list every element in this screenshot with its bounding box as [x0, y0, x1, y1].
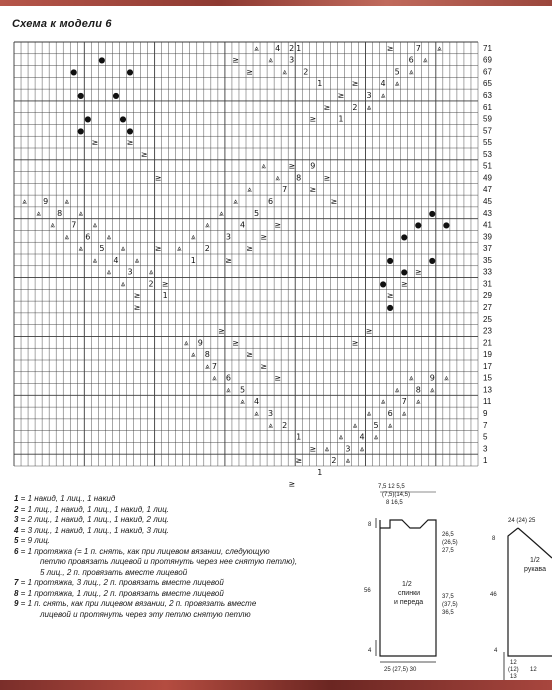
chart-lift-symbol: ≥	[225, 255, 232, 265]
chart-key-digit: 6	[85, 232, 91, 242]
chart-key-digit: 3	[345, 444, 351, 454]
chart-lift-symbol: ≥	[154, 173, 162, 183]
sleeve-bottom-1: 12	[510, 660, 517, 666]
row-number: 69	[483, 55, 492, 65]
row-number: 27	[483, 303, 492, 312]
chart-key-digit: 2	[282, 420, 288, 430]
chart-cdd-symbol: ⩓	[176, 244, 182, 254]
chart-cdd-symbol: ⩓	[373, 432, 379, 442]
chart-key-digit: 2	[331, 456, 337, 466]
chart-cdd-symbol: ⩓	[359, 444, 365, 454]
chart-key-digit: 8	[296, 173, 302, 183]
back-right-5: (37,5)	[442, 602, 458, 608]
chart-dot-symbol: ●	[379, 279, 387, 289]
chart-dot-symbol: ●	[386, 255, 394, 265]
row-number: 21	[483, 338, 492, 348]
chart-key-digit: 6	[225, 373, 231, 383]
chart-key-digit: 6	[408, 55, 414, 65]
back-right-4: 37,5	[442, 594, 454, 600]
back-left-56: 56	[364, 588, 371, 594]
chart-dot-symbol: ●	[112, 91, 120, 100]
row-number: 1	[483, 456, 488, 466]
back-front-piece	[364, 484, 458, 673]
row-number: 11	[483, 397, 492, 407]
chart-key-digit: 9	[197, 338, 203, 348]
chart-cdd-symbol: ⩓	[148, 267, 154, 277]
row-number: 17	[483, 361, 492, 371]
chart-cdd-symbol: ⩓	[380, 397, 386, 407]
legend-key: 3	[14, 515, 19, 524]
legend-row	[14, 578, 354, 589]
row-number: 45	[483, 197, 492, 206]
chart-lift-symbol: ≥	[246, 67, 253, 77]
bottom-photo-strip	[0, 680, 552, 690]
chart-cdd-symbol: ⩓	[212, 373, 217, 383]
chart-key-digit: 9	[429, 373, 435, 383]
chart-key-digit: 2	[352, 102, 358, 112]
chart-cdd-symbol: ⩓	[247, 185, 252, 195]
pattern-drawing	[358, 480, 552, 680]
legend-row	[14, 515, 354, 526]
chart-key-digit: 1	[190, 255, 196, 265]
chart-cdd-symbol: ⩓	[415, 397, 421, 407]
sleeve-bottom-2: (12)	[508, 667, 519, 673]
row-number: 63	[483, 91, 492, 100]
chart-key-digit: 6	[268, 197, 274, 206]
chart-cdd-symbol: ⩓	[92, 255, 98, 265]
back-top-c: 8 16,5	[386, 500, 403, 506]
chart-cdd-symbol: ⩓	[64, 197, 69, 206]
back-right-6: 36,5	[442, 610, 454, 616]
chart-cdd-symbol: ⩓	[36, 208, 41, 218]
chart-lift-symbol: ≥	[274, 373, 281, 383]
chart-lift-symbol: ≥	[288, 161, 296, 171]
row-number: 71	[483, 43, 492, 53]
legend-text: = 1 накид, 1 лиц., 1 накид	[18, 494, 116, 503]
chart-cdd-symbol: ⩓	[64, 232, 69, 242]
chart-key-digit: 7	[211, 361, 217, 371]
chart-key-digit: 1	[317, 79, 323, 89]
chart-cdd-symbol: ⩓	[219, 208, 224, 218]
chart-dot-symbol: ●	[77, 91, 85, 100]
chart-cdd-symbol: ⩓	[22, 197, 27, 206]
chart-key-digit: 5	[373, 420, 379, 430]
legend-text: = 2 лиц., 1 накид, 1 лиц., 1 накид, 2 лиц.	[18, 515, 169, 524]
chart-dot-symbol: ●	[442, 220, 450, 230]
legend-row	[14, 547, 354, 579]
chart-dot-symbol: ●	[126, 126, 134, 136]
legend-text: = 1 протяжка (= 1 п. снять, как при лицевом вязании, следующую	[18, 546, 270, 556]
row-number: 9	[483, 409, 488, 418]
chart-key-digit: 5	[239, 385, 246, 395]
chart-dot-symbol: ●	[386, 303, 394, 312]
chart-key-digit: 3	[268, 409, 274, 418]
row-number: 59	[483, 114, 492, 124]
legend-key: 7	[14, 578, 19, 587]
chart-lift-symbol: ≥	[91, 138, 99, 148]
chart-lift-symbol: ≥	[386, 43, 394, 53]
chart-lift-symbol: ≥	[133, 291, 141, 301]
chart-key-digit: 4	[253, 397, 260, 407]
row-number: 29	[483, 291, 492, 301]
chart-cdd-symbol: ⩓	[254, 43, 259, 53]
sleeve-left-4: 4	[494, 648, 498, 654]
chart-cdd-symbol: ⩓	[78, 244, 84, 254]
chart-lift-symbol: ≥	[288, 479, 296, 489]
chart-cdd-symbol: ⩓	[401, 409, 407, 418]
chart-lift-symbol: ≥	[133, 303, 141, 312]
chart-key-digit: 2	[303, 67, 309, 77]
chart-key-digit: 8	[415, 385, 421, 395]
chart-lift-symbol: ≥	[218, 326, 225, 336]
legend-continuation: лицевой и протянуть через эту петлю снятую петлю	[40, 609, 251, 619]
chart-cdd-symbol: ⩓	[408, 67, 414, 77]
chart-key-digit: 3	[366, 91, 372, 100]
chart-key-digit: 1	[296, 432, 302, 442]
legend-continuation: петлю провязать лицевой и протянуть через нее снятую петлю),	[40, 557, 298, 566]
row-number: 5	[483, 432, 488, 442]
row-number: 13	[483, 385, 492, 395]
chart-key-digit: 5	[99, 244, 105, 254]
chart-lift-symbol: ≥	[232, 338, 239, 348]
legend-text: = 3 лиц., 1 накид, 1 лиц., 1 накид, 3 лиц.	[18, 525, 169, 535]
chart-cdd-symbol: ⩓	[205, 220, 210, 230]
back-label-1: 1/2	[402, 581, 412, 588]
sleeve-piece	[490, 518, 552, 680]
legend-row	[14, 599, 354, 620]
chart-lift-symbol: ≥	[323, 173, 331, 183]
legend-key: 5	[14, 536, 19, 545]
row-number: 55	[483, 138, 492, 148]
chart-lift-symbol: ≥	[309, 185, 317, 195]
chart-cdd-symbol: ⩓	[78, 208, 84, 218]
chart-key-digit: 3	[225, 232, 231, 242]
chart-cdd-symbol: ⩓	[408, 373, 414, 383]
back-outline	[380, 520, 436, 656]
back-right-3: 27,5	[442, 548, 454, 554]
chart-lift-symbol: ≥	[351, 79, 359, 89]
chart-dot-symbol: ●	[414, 220, 422, 230]
chart-lift-symbol: ≥	[232, 55, 239, 65]
chart-cdd-symbol: ⩓	[106, 267, 112, 277]
chart-key-digit: 6	[387, 409, 393, 418]
chart-key-digit: 7	[415, 43, 421, 53]
row-numbers	[483, 44, 492, 465]
row-number: 35	[483, 255, 492, 265]
legend-text: = 1 лиц., 1 накид, 1 лиц., 1 накид, 1 лиц.	[18, 504, 169, 514]
chart-lift-symbol: ≥	[414, 267, 422, 277]
chart-lift-symbol: ≥	[365, 326, 373, 336]
chart-cdd-symbol: ⩓	[92, 220, 98, 230]
chart-cdd-symbol: ⩓	[261, 161, 266, 171]
chart-cdd-symbol: ⩓	[387, 420, 393, 430]
chart-dot-symbol: ●	[428, 255, 436, 265]
chart-cdd-symbol: ⩓	[134, 255, 140, 265]
row-number: 53	[483, 149, 492, 159]
row-number: 47	[483, 185, 492, 195]
chart-cdd-symbol: ⩓	[191, 232, 196, 242]
chart-lift-symbol: ≥	[309, 444, 317, 454]
chart-lift-symbol: ≥	[161, 279, 169, 289]
chart-dot-symbol: ●	[84, 114, 92, 124]
chart-cdd-symbol: ⩓	[50, 220, 55, 230]
chart-key-digit: 4	[275, 43, 281, 53]
chart-key-digit: 3	[127, 267, 133, 277]
chart-cdd-symbol: ⩓	[205, 361, 210, 371]
chart-dot-symbol: ●	[126, 67, 134, 77]
chart-cdd-symbol: ⩓	[120, 279, 126, 289]
row-number: 19	[483, 350, 492, 360]
sleeve-label-1: 1/2	[530, 557, 540, 564]
chart-dot-symbol: ●	[98, 55, 106, 65]
chart-cdd-symbol: ⩓	[380, 91, 386, 100]
legend-key: 2	[14, 504, 19, 514]
chart-key-digit: 2	[204, 244, 210, 254]
chart-lift-symbol: ≥	[386, 291, 394, 301]
legend-key: 4	[14, 525, 19, 535]
chart-key-digit: 7	[282, 185, 288, 195]
chart-cdd-symbol: ⩓	[268, 420, 273, 430]
chart-dot-symbol: ●	[428, 208, 436, 218]
chart-cdd-symbol: ⩓	[275, 173, 280, 183]
back-top-a: 7,5 12 5,5	[378, 484, 405, 490]
legend-key: 9	[14, 599, 19, 608]
chart-key-digit: 3	[289, 55, 295, 65]
chart-key-digit: 7	[71, 220, 77, 230]
sleeve-top: 24 (24) 25	[508, 518, 536, 524]
row-number: 57	[483, 126, 492, 136]
row-number: 33	[483, 267, 492, 277]
chart-lift-symbol: ≥	[351, 338, 359, 348]
chart-lift-symbol: ≥	[154, 244, 162, 254]
chart-cdd-symbol: ⩓	[191, 350, 196, 360]
chart-lift-symbol: ≥	[126, 138, 134, 148]
back-label-2: спинки	[398, 590, 421, 597]
legend-row	[14, 526, 354, 537]
chart-key-digit: 2	[289, 43, 295, 53]
chart-key-digit: 5	[394, 67, 400, 77]
chart-key-digit: 8	[57, 208, 63, 218]
row-number: 37	[483, 244, 492, 254]
sleeve-left-46: 46	[490, 592, 497, 598]
chart-lift-symbol: ≥	[295, 456, 303, 466]
legend-row	[14, 494, 354, 505]
chart-cdd-symbol: ⩓	[444, 373, 449, 383]
chart-cdd-symbol: ⩓	[394, 385, 400, 395]
chart-cdd-symbol: ⩓	[183, 338, 189, 348]
chart-key-digit: 1	[338, 114, 344, 124]
chart-dot-symbol: ●	[70, 67, 78, 77]
chart-key-digit: 4	[380, 79, 386, 89]
chart-cdd-symbol: ⩓	[282, 67, 287, 77]
chart-cdd-symbol: ⩓	[338, 432, 344, 442]
legend-text: = 1 п. снять, как при лицевом вязании, 2 п. провязать вместе	[18, 599, 257, 608]
chart-grid	[14, 42, 478, 466]
chart-key-digit: 4	[113, 255, 119, 265]
legend-continuation: 5 лиц., 2 п. провязать вместе лицевой	[40, 567, 188, 577]
sleeve-left-8: 8	[492, 536, 496, 542]
chart-cdd-symbol: ⩓	[430, 385, 435, 395]
chart-cdd-symbol: ⩓	[120, 244, 126, 254]
chart-lift-symbol: ≥	[337, 91, 345, 100]
chart-cdd-symbol: ⩓	[106, 232, 112, 242]
chart-dot-symbol: ●	[119, 114, 127, 124]
chart-key-digit: 4	[239, 220, 246, 230]
chart-key-digit: 9	[43, 197, 49, 206]
sleeve-outline	[508, 528, 552, 656]
back-left-4: 4	[368, 648, 372, 654]
chart-cdd-symbol: ⩓	[226, 385, 231, 395]
row-number: 67	[483, 67, 492, 77]
chart-lift-symbol: ≥	[323, 102, 331, 112]
chart-key-digit: 9	[310, 161, 316, 171]
sleeve-bottom-3: 13	[510, 674, 517, 680]
chart-lift-symbol: ≥	[260, 232, 267, 242]
row-number: 61	[483, 102, 492, 112]
row-number: 31	[483, 279, 492, 289]
row-number: 3	[483, 444, 488, 454]
back-top-b: (7,5)(14,5)	[382, 492, 411, 498]
legend-text: = 1 протяжка, 3 лиц., 2 п. провязать вместе лицевой	[18, 578, 224, 587]
chart-cdd-symbol: ⩓	[366, 102, 372, 112]
legend-key: 8	[14, 588, 19, 598]
row-number: 25	[483, 314, 492, 324]
chart-cdd-symbol: ⩓	[233, 197, 238, 206]
row-number: 49	[483, 173, 492, 183]
chart-key-digit: 2	[148, 279, 154, 289]
chart-key-digit: 8	[204, 350, 210, 360]
back-bottom: 25 (27,5) 30	[384, 667, 417, 673]
page-title: Схема к модели 6	[12, 18, 112, 30]
legend-row	[14, 536, 354, 547]
chart-key-digit: 5	[253, 208, 260, 218]
sleeve-bottom-right: 12	[530, 667, 537, 673]
chart-lift-symbol: ≥	[140, 149, 148, 159]
legend-text: = 9 лиц.	[18, 536, 50, 545]
chart-dot-symbol: ●	[400, 267, 408, 277]
legend-text: = 1 протяжка, 1 лиц., 2 п. провязать вместе лицевой	[18, 588, 224, 598]
chart-cdd-symbol: ⩓	[394, 79, 400, 89]
chart-lift-symbol: ≥	[246, 350, 253, 360]
legend-key: 1	[14, 494, 19, 503]
back-label-3: и переда	[394, 599, 424, 606]
row-number: 15	[483, 373, 492, 383]
legend-key: 6	[14, 546, 19, 556]
chart-key-digit: 1	[296, 43, 302, 53]
legend-row	[14, 505, 354, 516]
back-left-8: 8	[368, 522, 372, 528]
chart-cdd-symbol: ⩓	[268, 55, 273, 65]
chart-dot-symbol: ●	[400, 232, 408, 242]
chart-cdd-symbol: ⩓	[324, 444, 330, 454]
back-right-1: 26,5	[442, 532, 454, 538]
symbol-legend	[14, 494, 354, 620]
chart-key-digit: 1	[317, 467, 323, 477]
row-number: 7	[483, 420, 488, 430]
chart-lift-symbol: ≥	[260, 361, 267, 371]
sleeve-label-2: рукава	[524, 566, 546, 573]
row-number: 41	[483, 220, 492, 230]
row-number: 39	[483, 232, 492, 242]
row-number: 65	[483, 79, 492, 89]
chart-key-digit: 4	[359, 432, 365, 442]
chart-cdd-symbol: ⩓	[423, 55, 428, 65]
row-number: 43	[483, 208, 492, 218]
legend-row	[14, 589, 354, 600]
chart-cdd-symbol: ⩓	[352, 420, 358, 430]
row-number: 23	[483, 326, 492, 336]
chart-cdd-symbol: ⩓	[437, 43, 442, 53]
row-number: 51	[483, 161, 492, 171]
chart-lift-symbol: ≥	[274, 220, 281, 230]
chart-cdd-symbol: ⩓	[366, 409, 372, 418]
chart-cdd-symbol: ⩓	[240, 397, 245, 407]
chart-key-digit: 1	[162, 291, 168, 301]
chart-cdd-symbol: ⩓	[345, 456, 351, 466]
chart-dot-symbol: ●	[77, 126, 85, 136]
chart-lift-symbol: ≥	[330, 197, 338, 206]
chart-cdd-symbol: ⩓	[254, 409, 259, 418]
chart-key-digit: 7	[401, 397, 407, 407]
back-right-2: (26,5)	[442, 540, 458, 546]
chart-lift-symbol: ≥	[246, 244, 253, 254]
chart-symbols	[22, 44, 450, 489]
garment-pattern	[358, 480, 552, 680]
chart-lift-symbol: ≥	[309, 114, 317, 124]
chart-lift-symbol: ≥	[400, 279, 408, 289]
